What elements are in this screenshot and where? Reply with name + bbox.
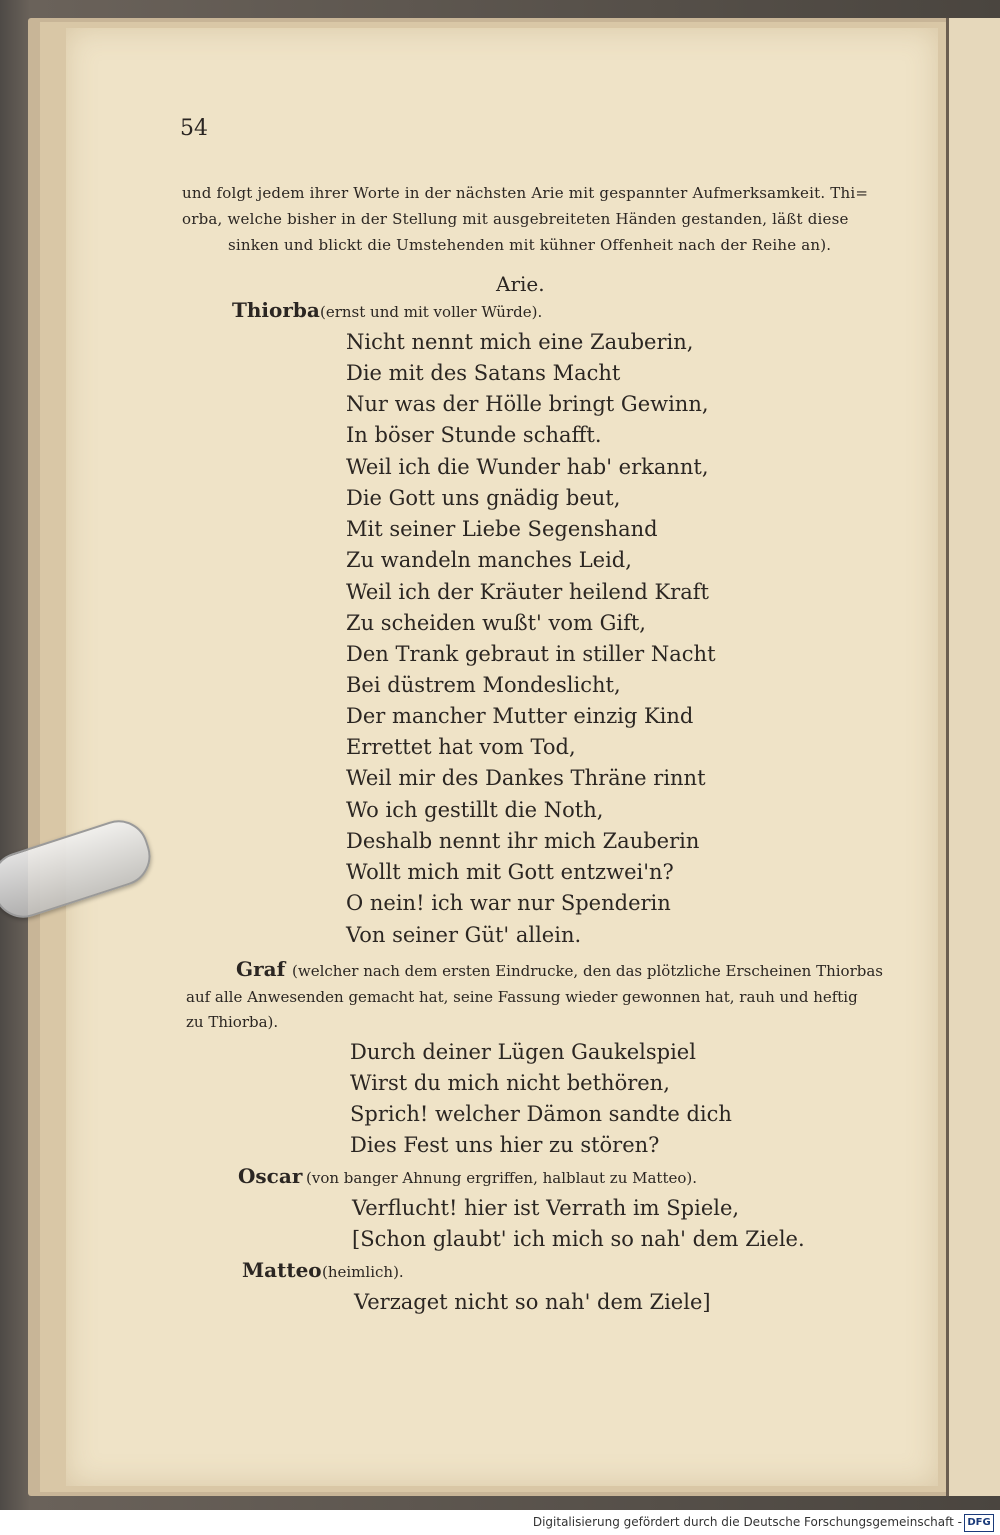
- verse-line: Dies Fest uns hier zu stören?: [350, 1133, 660, 1157]
- intro-line: sinken und blickt die Umstehenden mit kühner Offenheit nach der Reihe an).: [228, 236, 832, 254]
- verse-line: Zu scheiden wußt' vom Gift,: [346, 611, 646, 635]
- verse-line: Die Gott uns gnädig beut,: [346, 486, 621, 510]
- verse-line: Weil mir des Dankes Thräne rinnt: [346, 766, 706, 790]
- page-number: 54: [180, 116, 208, 141]
- stage-direction: (welcher nach dem ersten Eindrucke, den das plötzliche Erscheinen Thiorbas: [292, 962, 883, 980]
- verse-line: Durch deiner Lügen Gaukelspiel: [350, 1040, 696, 1064]
- verse-line: Mit seiner Liebe Segenshand: [346, 517, 658, 541]
- verse-line: Den Trank gebraut in stiller Nacht: [346, 642, 716, 666]
- verse-line: Wirst du mich nicht bethören,: [350, 1071, 670, 1095]
- stage-direction: (ernst und mit voller Würde).: [320, 303, 543, 321]
- verse-line: O nein! ich war nur Spenderin: [346, 891, 671, 915]
- verse-line: Wo ich gestillt die Noth,: [346, 798, 604, 822]
- digitization-footer: [0, 1510, 1000, 1535]
- verse-line: Bei düstrem Mondeslicht,: [346, 673, 621, 697]
- verse-line: Nicht nennt mich eine Zauberin,: [346, 330, 694, 354]
- verse-line: Nur was der Hölle bringt Gewinn,: [346, 392, 709, 416]
- intro-line: und folgt jedem ihrer Worte in der nächsten Arie mit gespannter Aufmerksamkeit. Thi=: [182, 184, 869, 202]
- speaker-graf: Graf: [236, 957, 286, 981]
- dfg-logo-icon: DFG: [964, 1514, 994, 1532]
- verse-line: Zu wandeln manches Leid,: [346, 548, 632, 572]
- verse-line: Deshalb nennt ihr mich Zauberin: [346, 829, 700, 853]
- stage-direction: auf alle Anwesenden gemacht hat, seine Fassung wieder gewonnen hat, rauh und heftig: [186, 988, 858, 1006]
- intro-line: orba, welche bisher in der Stellung mit ausgebreiteten Händen gestanden, läßt diese: [182, 210, 849, 228]
- verse-line: Sprich! welcher Dämon sandte dich: [350, 1102, 732, 1126]
- footer-text: Digitalisierung gefördert durch die Deutsche Forschungsgemeinschaft -: [532, 1515, 962, 1529]
- aria-heading: Arie.: [496, 272, 545, 296]
- verse-line: Der mancher Mutter einzig Kind: [346, 704, 694, 728]
- verse-line: In böser Stunde schafft.: [346, 423, 602, 447]
- verse-line: Weil ich der Kräuter heilend Kraft: [346, 580, 709, 604]
- speaker-thiorba: Thiorba: [232, 298, 320, 322]
- verse-line: Von seiner Güt' allein.: [346, 923, 582, 947]
- verse-line: Wollt mich mit Gott entzwei'n?: [346, 860, 674, 884]
- stage-direction: (von banger Ahnung ergriffen, halblaut zu Matteo).: [306, 1169, 698, 1187]
- verse-line: Errettet hat vom Tod,: [346, 735, 576, 759]
- verse-line: Verflucht! hier ist Verrath im Spiele,: [352, 1196, 740, 1220]
- verse-line: [Schon glaubt' ich mich so nah' dem Ziele.: [352, 1227, 805, 1251]
- verse-line: Die mit des Satans Macht: [346, 361, 621, 385]
- speaker-matteo: Matteo: [242, 1258, 322, 1282]
- speaker-oscar: Oscar: [238, 1164, 303, 1188]
- verse-line: Verzaget nicht so nah' dem Ziele]: [354, 1290, 711, 1314]
- verse-line: Weil ich die Wunder hab' erkannt,: [346, 455, 709, 479]
- stage-direction: zu Thiorba).: [186, 1013, 279, 1031]
- facing-page-edge: [946, 18, 1000, 1496]
- stage-direction: (heimlich).: [322, 1263, 404, 1281]
